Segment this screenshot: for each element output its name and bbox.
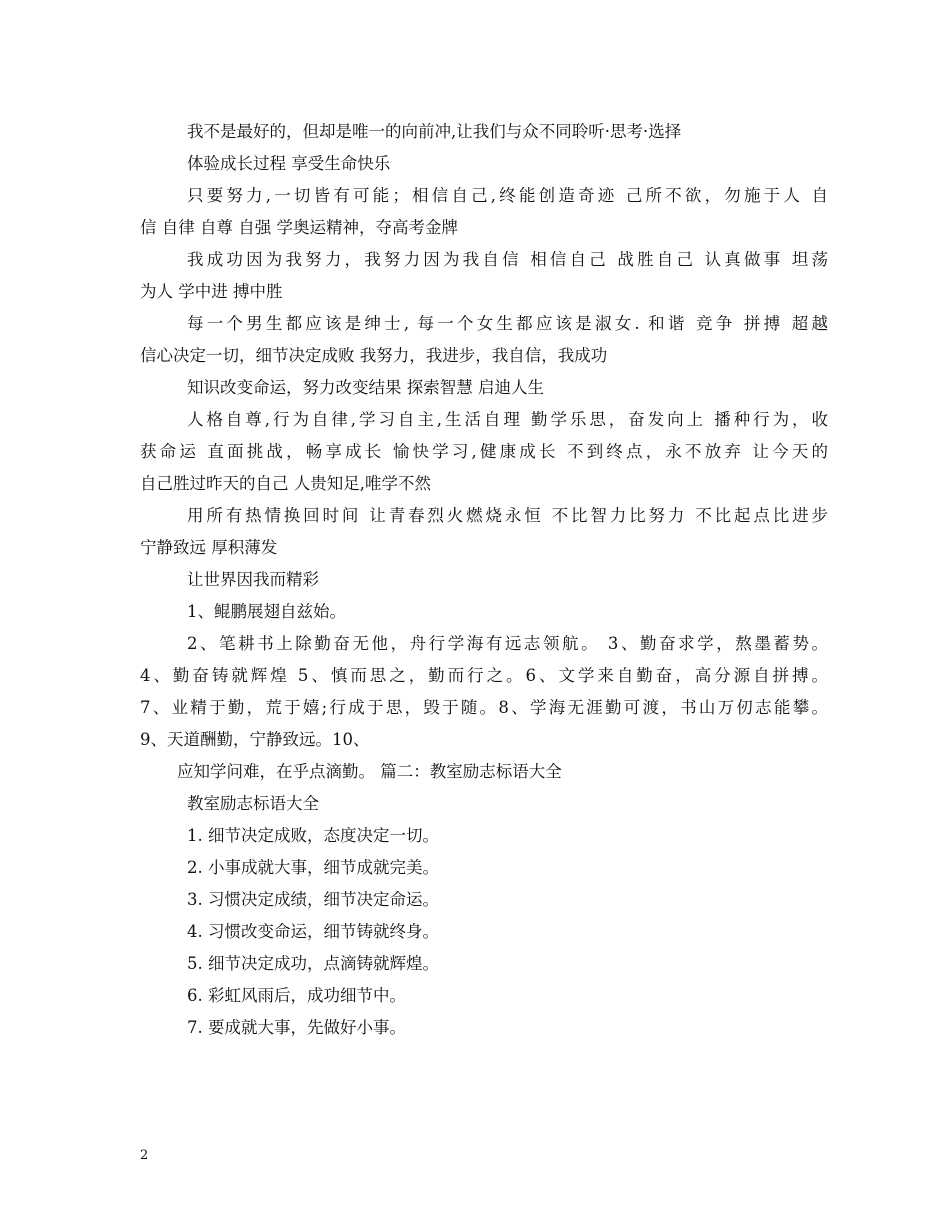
- text-line: 为人 学中进 搏中胜: [140, 282, 283, 301]
- document-body: [140, 116, 828, 1044]
- list-item: 1、鲲鹏展翅自兹始。: [187, 602, 346, 621]
- text-line: 信 自律 自尊 自强 学奥运精神，夺高考金牌: [140, 218, 458, 237]
- list-item: 3. 习惯决定成绩，细节决定命运。: [187, 890, 439, 909]
- text-line: 人格自尊,行为自律,学习自主,生活自理 勤学乐思，奋发向上 播种行为，收: [187, 410, 828, 429]
- list-item: 5. 细节决定成功，点滴铸就辉煌。: [187, 954, 439, 973]
- text-line: 宁静致远 厚积薄发: [140, 538, 278, 557]
- text-line: 用所有热情换回时间 让青春烈火燃烧永恒 不比智力比努力 不比起点比进步: [187, 506, 828, 525]
- text-line: 我不是最好的，但却是唯一的向前冲,让我们与众不同聆听·思考·选择: [187, 122, 682, 141]
- text-line: 让世界因我而精彩: [187, 570, 319, 589]
- list-item: 9、天道酬勤，宁静致远。10、: [140, 730, 370, 749]
- text-line: 应知学问难，在乎点滴勤。 篇二：教室励志标语大全: [177, 762, 562, 781]
- text-line: 每一个男生都应该是绅士, 每一个女生都应该是淑女. 和谐 竞争 拼搏 超越: [187, 314, 828, 333]
- text-line: 信心决定一切，细节决定成败 我努力，我进步，我自信，我成功: [140, 346, 608, 365]
- list-item: 2. 小事成就大事，细节成就完美。: [187, 858, 439, 877]
- page-number: 2: [140, 1148, 149, 1163]
- list-item: 4、勤奋铸就辉煌 5、慎而思之，勤而行之。6、文学来自勤奋，高分源自拼搏。: [140, 666, 828, 685]
- text-line: 自己胜过昨天的自己 人贵知足,唯学不然: [140, 474, 431, 493]
- list-item: 6. 彩虹风雨后，成功细节中。: [187, 986, 406, 1005]
- section-heading: 教室励志标语大全: [187, 794, 319, 813]
- text-line: 知识改变命运，努力改变结果 探索智慧 启迪人生: [187, 378, 544, 397]
- text-line: 只要努力,一切皆有可能；相信自己,终能创造奇迹 己所不欲，勿施于人 自: [187, 186, 828, 205]
- text-line: 体验成长过程 享受生命快乐: [187, 154, 391, 173]
- text-line: 获命运 直面挑战，畅享成长 愉快学习,健康成长 不到终点，永不放弃 让今天的: [140, 442, 828, 461]
- list-item: 7. 要成就大事，先做好小事。: [187, 1018, 406, 1037]
- list-item: 4. 习惯改变命运，细节铸就终身。: [187, 922, 439, 941]
- list-item: 2、笔耕书上除勤奋无他，舟行学海有远志领航。 3、勤奋求学，熬墨蓄势。: [187, 634, 828, 653]
- list-item: 1. 细节决定成败，态度决定一切。: [187, 826, 439, 845]
- text-line: 我成功因为我努力，我努力因为我自信 相信自己 战胜自己 认真做事 坦荡: [187, 250, 828, 269]
- list-item: 7、业精于勤，荒于嬉;行成于思，毁于随。8、学海无涯勤可渡，书山万仞志能攀。: [140, 698, 828, 717]
